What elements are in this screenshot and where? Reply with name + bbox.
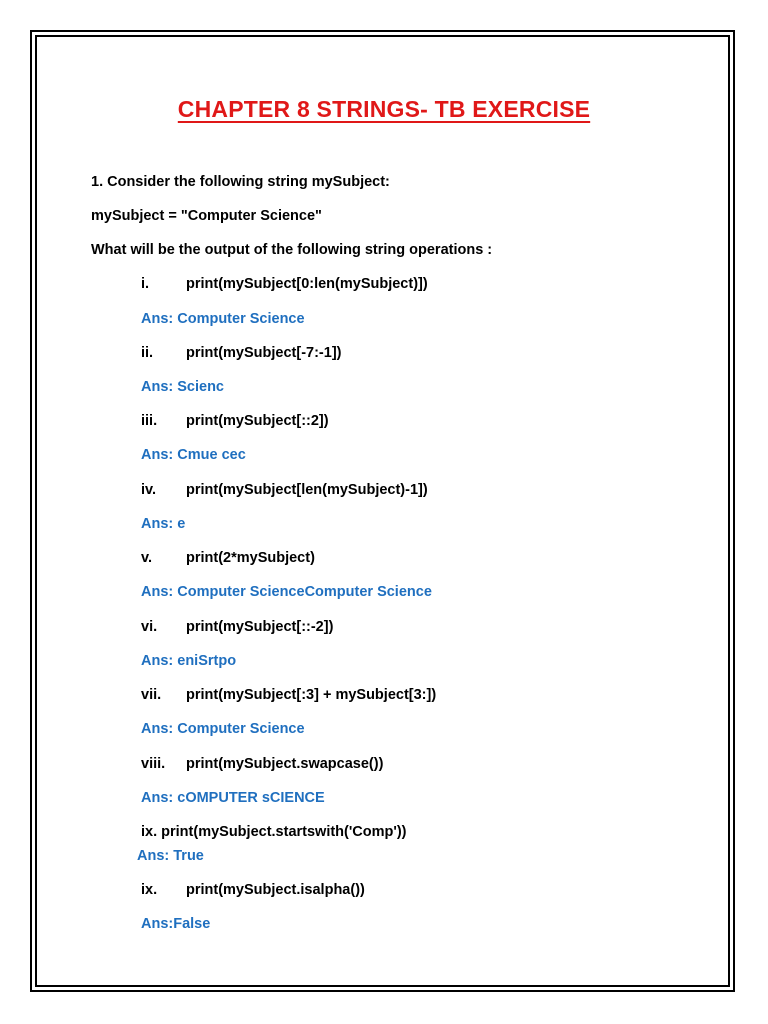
item-number: vii. (141, 687, 162, 703)
item-answer: Ans: eniSrtpo (141, 653, 237, 669)
item-answer: Ans: Scienc (141, 379, 224, 395)
item-code: print(mySubject.isalpha()) (186, 882, 365, 898)
item-answer: Ans:False (141, 916, 211, 932)
item-code: print(mySubject.swapcase()) (186, 756, 384, 772)
item-number: ix. (141, 882, 158, 898)
page-title: CHAPTER 8 STRINGS- TB EXERCISE (177, 96, 591, 122)
item-code: print(2*mySubject) (186, 550, 315, 566)
item-code: print(mySubject[::2]) (186, 413, 329, 429)
item-answer: Ans: True (137, 848, 204, 864)
item-code: print(mySubject[len(mySubject)-1]) (186, 482, 428, 498)
item-number: v. (141, 550, 153, 566)
item-number: viii. (141, 756, 166, 772)
item-code: print(mySubject[-7:-1]) (186, 345, 342, 361)
question-text: 1. Consider the following string mySubject: (91, 174, 390, 190)
item-code: print(mySubject[0:len(mySubject)]) (186, 276, 428, 292)
item-number: iv. (141, 482, 157, 498)
item-answer: Ans: e (141, 516, 186, 532)
item-code: print(mySubject[:3] + mySubject[3:]) (186, 687, 437, 703)
item-number: ix. print(mySubject.startswith('Comp')) (141, 824, 407, 840)
prompt-text: What will be the output of the following string operations : (91, 242, 493, 258)
assignment-text: mySubject = "Computer Science" (91, 208, 322, 224)
item-answer: Ans: cOMPUTER sCIENCE (141, 790, 325, 806)
item-number: vi. (141, 619, 158, 635)
item-answer: Ans: Cmue cec (141, 447, 246, 463)
item-code: print(mySubject[::-2]) (186, 619, 334, 635)
item-answer: Ans: Computer Science (141, 721, 305, 737)
item-number: i. (141, 276, 150, 292)
item-answer: Ans: Computer Science (141, 311, 305, 327)
item-answer: Ans: Computer ScienceComputer Science (141, 584, 432, 600)
item-number: iii. (141, 413, 158, 429)
item-number: ii. (141, 345, 154, 361)
